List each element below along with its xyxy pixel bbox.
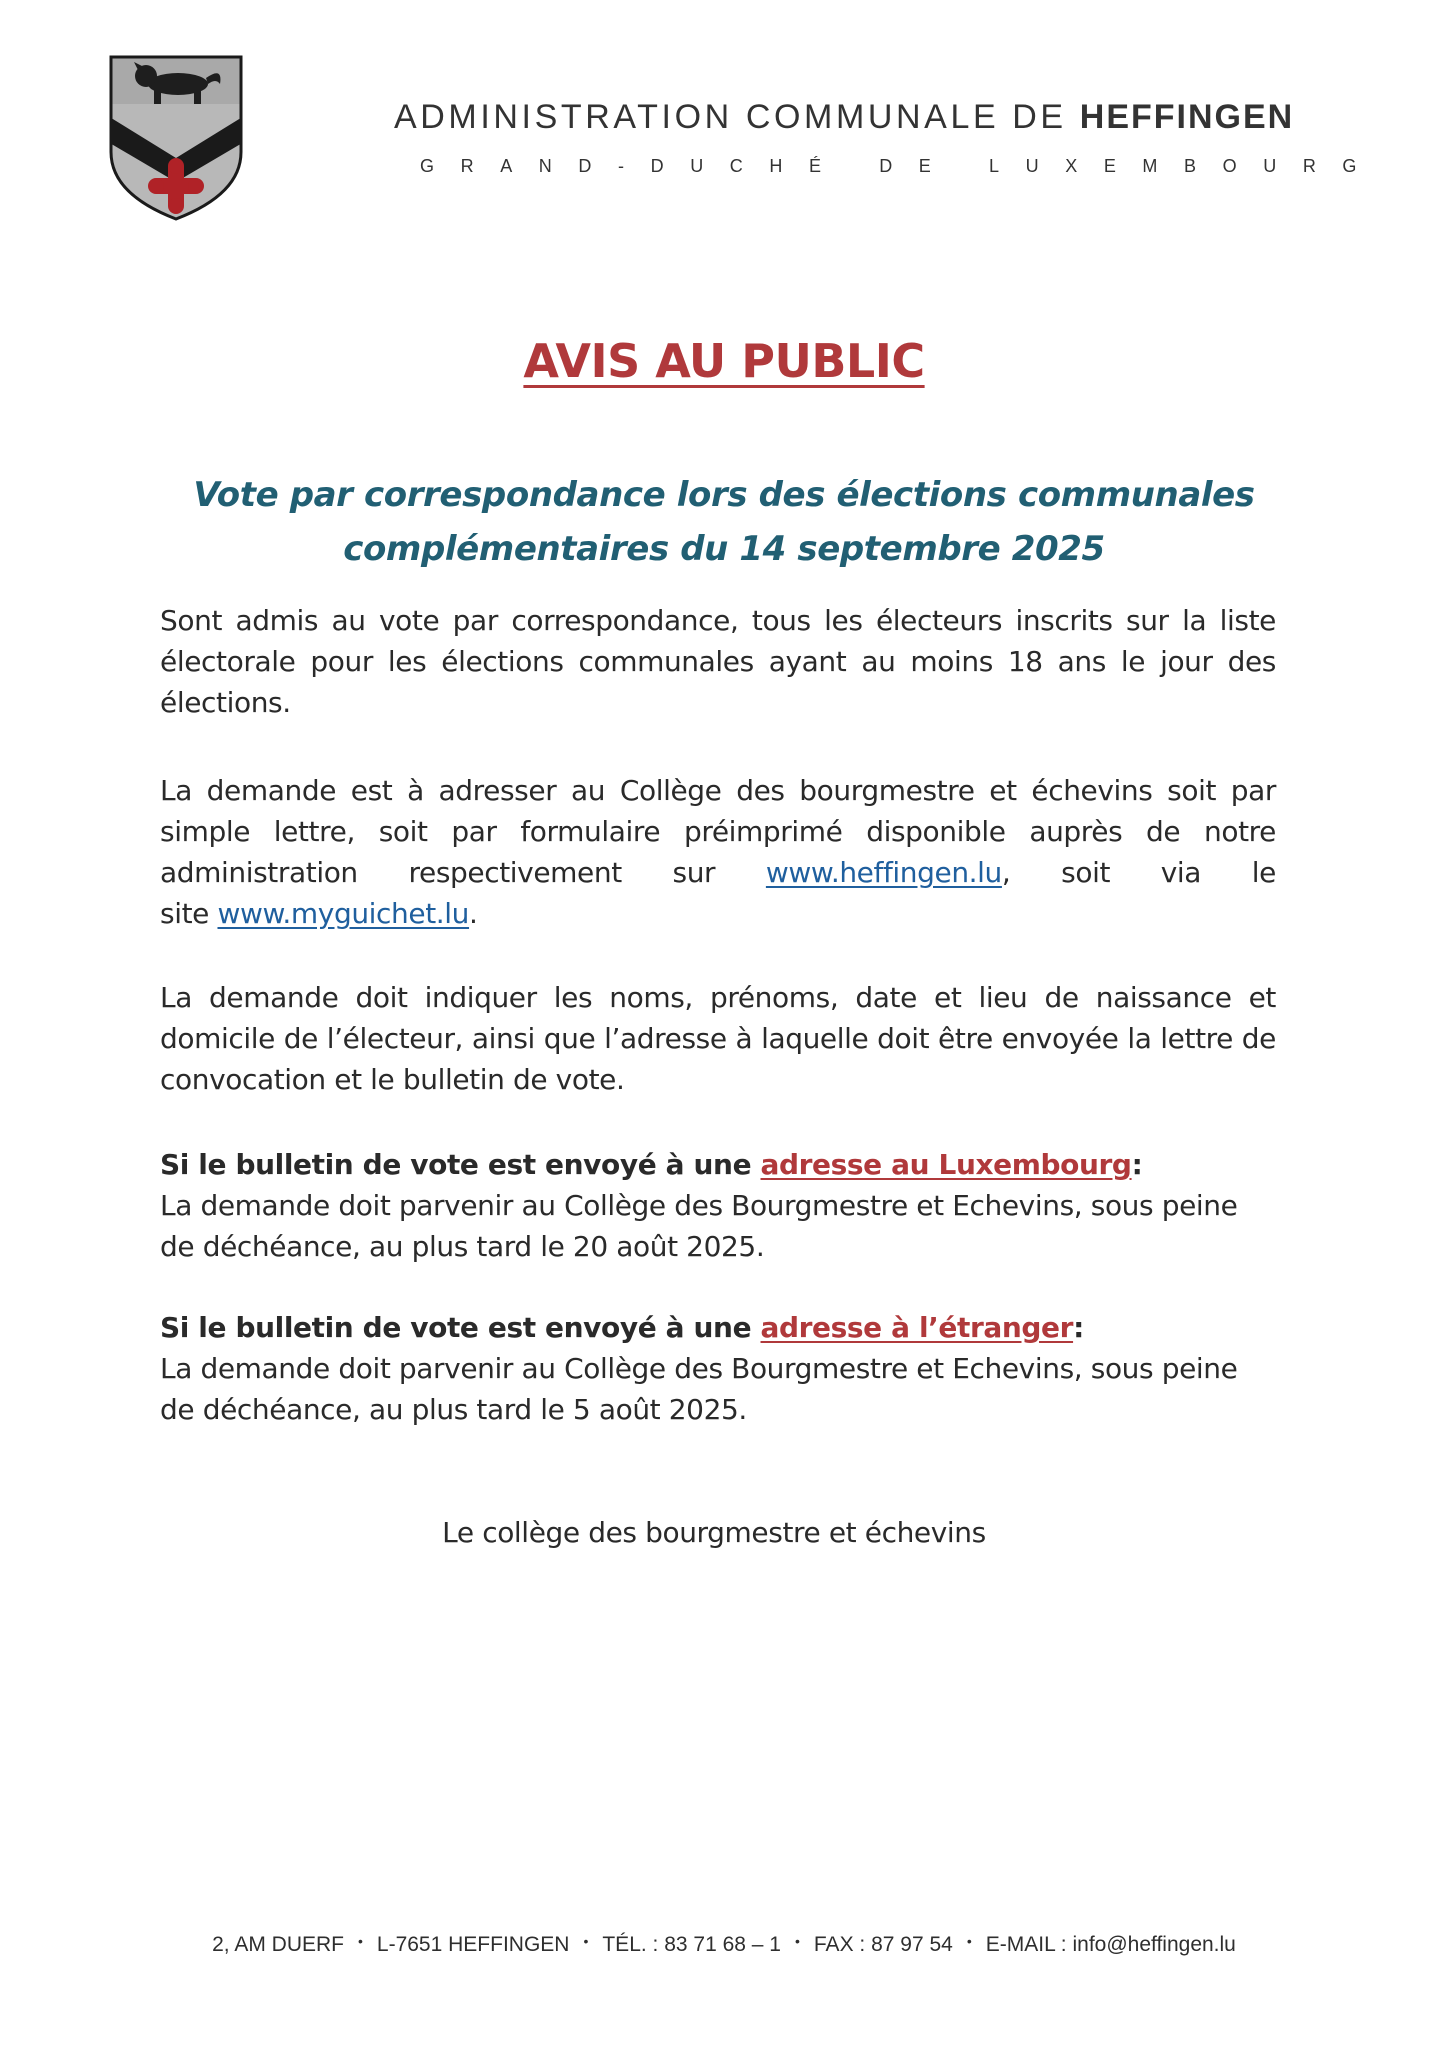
abroad-heading-colon: : xyxy=(1073,1311,1084,1344)
footer-fax: FAX : 87 97 54 xyxy=(813,1933,953,1956)
abroad-heading-text: Si le bulletin de vote est envoyé à une xyxy=(160,1311,761,1344)
footer-separator: • xyxy=(357,1933,363,1949)
subtitle-line-1: Vote par correspondance lors des élections communales xyxy=(193,475,1255,515)
myguichet-website-link[interactable]: www.myguichet.lu xyxy=(217,897,470,930)
request-address-last-line xyxy=(160,893,1276,934)
notice-title-text: AVIS AU PUBLIC xyxy=(523,334,925,388)
abroad-address-link: adresse à l’étranger xyxy=(760,1311,1074,1344)
coat-of-arms-logo xyxy=(108,54,244,222)
organization-name xyxy=(394,98,1295,137)
abroad-deadline-paragraph xyxy=(160,1307,1276,1430)
footer-separator: • xyxy=(583,1933,589,1949)
luxembourg-deadline-paragraph xyxy=(160,1144,1276,1267)
footer-phone: TÉL. : 83 71 68 – 1 xyxy=(602,1933,781,1956)
request-address-lines xyxy=(160,770,1276,893)
request-address-text-2: , soit via le xyxy=(1001,856,1276,889)
notice-title xyxy=(0,334,1448,388)
heffingen-website-link[interactable]: www.heffingen.lu xyxy=(765,856,1002,889)
footer-address: 2, AM DUERF xyxy=(212,1933,344,1956)
luxembourg-deadline-heading xyxy=(160,1144,1276,1185)
footer-postal: L-7651 HEFFINGEN xyxy=(376,1933,570,1956)
organization-country: GRAND-DUCHÉ DE LUXEMBOURG xyxy=(420,156,1384,176)
request-address-text: La demande est à adresser au Collège des bourgmestre et échevins soit par simple lettre, soit par formulaire préimprimé disponible auprès de notre administration respectivement sur xyxy=(160,774,1276,889)
abroad-deadline-text: La demande doit parvenir au Collège des Bourgmestre et Echevins, sous peine de déchéance, au plus tard le 5 août 2025. xyxy=(160,1352,1238,1426)
footer-contact xyxy=(0,1933,1448,1957)
signature: Le collège des bourgmestre et échevins xyxy=(442,1516,986,1549)
footer-separator: • xyxy=(794,1933,800,1949)
request-address-period: . xyxy=(469,897,478,930)
abroad-deadline-heading xyxy=(160,1307,1276,1348)
luxembourg-heading-colon: : xyxy=(1131,1148,1143,1181)
luxembourg-deadline-text: La demande doit parvenir au Collège des Bourgmestre et Echevins, sous peine de déchéance, au plus tard le 20 août 2025. xyxy=(160,1189,1238,1263)
luxembourg-address-link: adresse au Luxembourg xyxy=(760,1148,1132,1181)
organization-prefix: ADMINISTRATION COMMUNALE DE xyxy=(394,98,1080,136)
request-content-paragraph: La demande doit indiquer les noms, prénoms, date et lieu de naissance et domicile de l’électeur, ainsi que l’adresse à laquelle doit être envoyée la lettre de convocation et le bulletin de vote. xyxy=(160,981,1276,1096)
notice-subtitle xyxy=(0,468,1448,576)
subtitle-line-2: complémentaires du 14 septembre 2025 xyxy=(343,529,1105,569)
luxembourg-heading-text: Si le bulletin de vote est envoyé à une xyxy=(160,1148,761,1181)
request-address-paragraph xyxy=(160,770,1276,934)
request-address-text-3: site xyxy=(160,897,218,930)
organization-commune: HEFFINGEN xyxy=(1079,98,1295,136)
eligibility-paragraph: Sont admis au vote par correspondance, tous les électeurs inscrits sur la liste électorale pour les élections communales ayant au moins 18 ans le jour des élections. xyxy=(160,604,1276,719)
footer-separator: • xyxy=(966,1933,972,1949)
footer-email[interactable]: E-MAIL : info@heffingen.lu xyxy=(985,1933,1236,1956)
